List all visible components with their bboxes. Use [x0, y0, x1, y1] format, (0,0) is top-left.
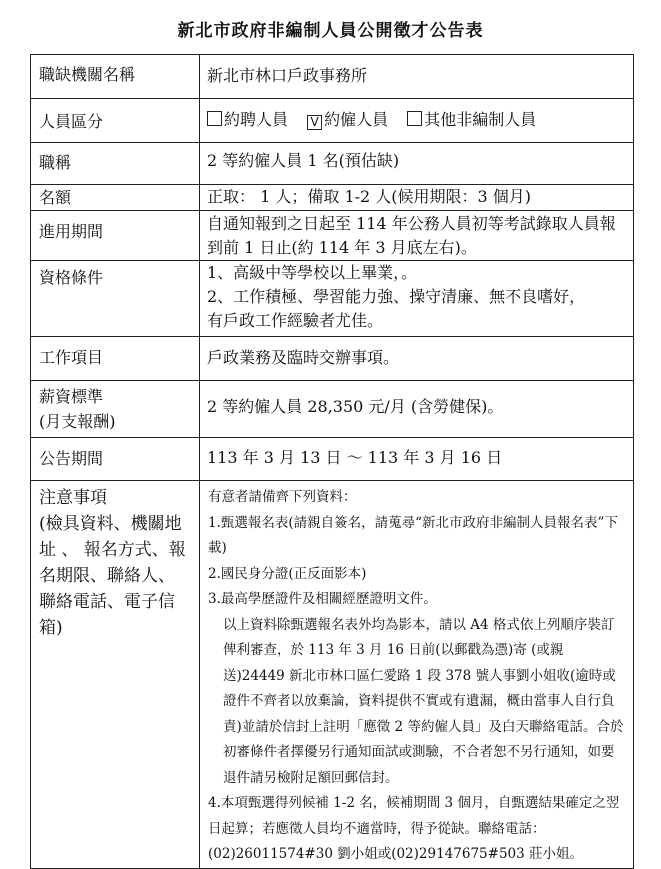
notes-label-line-2: (檢具資料、機關地址 、 報名方式、報名期限、聯絡人、聯絡電話、電子信箱)	[39, 514, 186, 638]
notes-content	[200, 481, 634, 869]
row-duties	[31, 337, 634, 381]
option-contract-label: 約聘人員	[224, 110, 289, 129]
row-period	[31, 211, 634, 261]
row-category	[31, 99, 634, 143]
announce-label: 公告期間	[31, 438, 200, 481]
notes-item-2: 2.國民身分證(正反面影本)	[208, 565, 367, 582]
option-other[interactable]	[407, 110, 536, 129]
notes-label	[31, 481, 200, 869]
row-agency	[31, 55, 634, 99]
qualification-label: 資格條件	[31, 261, 200, 337]
notes-label-line-1: 注意事項	[39, 488, 107, 508]
option-other-label: 其他非編制人員	[424, 110, 537, 129]
job-announcement-table	[30, 54, 634, 869]
row-position	[31, 143, 634, 185]
checkbox-other[interactable]	[407, 111, 422, 126]
checkbox-hired[interactable]: V	[307, 115, 322, 130]
duties-label: 工作項目	[31, 337, 200, 381]
page-title: 新北市政府非編制人員公開徵才公告表	[177, 21, 484, 41]
notes-paragraph: 以上資料除甄選報名表外均為影本，請以 A4 格式依上列順序裝訂俾利審查，於 113 年 3 月 16 日前(以郵戳為憑)寄 (或親送)24449 新北市林口區仁愛路 1 段 378 號人事劉小姐收(逾時或證件不齊者以放棄論，資料提供不實或有遺漏，概由當事人自行負責)並請於信封上註明「應徵 2 等約僱人員」及白天聯絡電話。合於初審條件者擇優另行通知面試或測驗，不合者恕不另行通知，如要退件請另檢附足額回郵信封。	[223, 616, 624, 786]
row-announce	[31, 438, 634, 481]
option-hired-label: 約僱人員	[324, 110, 389, 129]
qualification-line-2: 2、工作積極、學習能力強、操守清廉、無不良嗜好，	[207, 287, 586, 306]
salary-label	[31, 381, 200, 438]
row-notes	[31, 481, 634, 869]
row-qualification	[31, 261, 634, 337]
category-options	[200, 99, 634, 143]
qualification-line-3: 有戶政工作經驗者尤佳。	[207, 311, 384, 330]
position-label: 職稱	[31, 143, 200, 185]
duties-value: 戶政業務及臨時交辦事項。	[200, 337, 634, 381]
announce-value: 113 年 3 月 13 日 ～ 113 年 3 月 16 日	[200, 438, 634, 481]
agency-value: 新北市林口戶政事務所	[200, 55, 634, 99]
option-hired[interactable]	[307, 110, 388, 129]
agency-label: 職缺機關名稱	[31, 55, 200, 99]
category-label: 人員區分	[31, 99, 200, 143]
position-value: 2 等約僱人員 1 名(預估缺)	[200, 143, 634, 185]
row-salary	[31, 381, 634, 438]
salary-label-line-1: 薪資標準	[39, 387, 104, 406]
salary-value: 2 等約僱人員 28,350 元/月 (含勞健保)。	[200, 381, 634, 438]
row-quota	[31, 185, 634, 211]
notes-intro: 有意者請備齊下列資料：	[208, 489, 357, 505]
qualification-line-1: 1、高級中等學校以上畢業，。	[207, 263, 418, 282]
period-value: 自通知報到之日起至 114 年公務人員初等考試錄取人員報到前 1 日止(約 114 年 3 月底左右)。	[200, 211, 634, 261]
quota-value: 正取： 1 人；備取 1-2 人(候用期限：3 個月)	[200, 185, 634, 211]
quota-label: 名額	[31, 185, 200, 211]
checkbox-contract[interactable]	[207, 111, 222, 126]
option-contract[interactable]	[207, 110, 288, 129]
qualification-value	[200, 261, 634, 337]
period-label: 進用期間	[31, 211, 200, 261]
salary-label-line-2: (月支報酬)	[39, 412, 116, 431]
notes-item-4: 4.本項甄選得列候補 1-2 名，候補期間 3 個月，自甄選結果確定之翌日起算；若應徵人員均不適當時，得予從缺。聯絡電話：(02)26011574#30 劉小姐或(02)29147675#503 莊小姐。	[208, 795, 620, 862]
notes-item-1: 1.甄選報名表(請親自簽名，請蒐尋“新北市政府非編制人員報名表”下載)	[208, 514, 618, 556]
notes-item-3: 3.最高學歷證件及相關經歷證明文件。	[208, 591, 437, 607]
